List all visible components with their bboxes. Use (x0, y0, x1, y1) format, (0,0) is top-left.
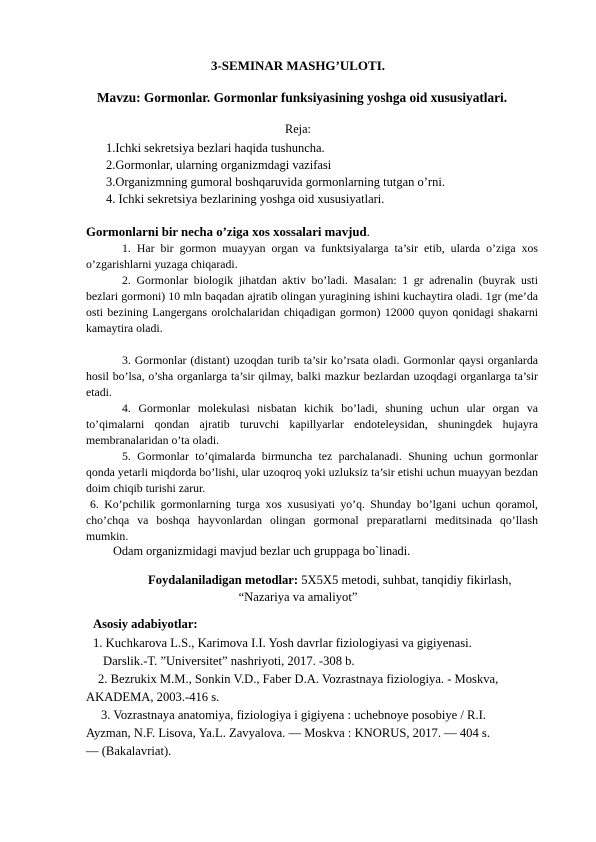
references-heading: Asosiy adabiyotlar: (93, 617, 198, 631)
reference-line: AKADEMA, 2003.-416 s. (86, 690, 220, 704)
section-heading (86, 225, 370, 240)
property-paragraph-2: 2. Gormonlar biologik jihatdan aktiv bo’ladi. Masalan: 1 gr adrenalin (buyrak usti bezlari gormoni) 10 mln baqadan ajratib olingan yuragining ishini kuchaytira oladi. 1gr (me’da osti bezining Langergans orolchalaridan chiqadigan gormon) 12000 quyon qonidagi shakarni kamaytira oladi. (86, 273, 538, 335)
plan-item: 2.Gormonlar, ularning organizmdagi vazifasi (106, 158, 332, 172)
reference-line: Darslik.-T. ”Universitet” nashriyoti, 2017. -308 b. (103, 654, 355, 668)
property-paragraph-3: 3. Gormonlar (distant) uzoqdan turib ta’sir ko’rsata oladi. Gormonlar qaysi organlarda hosil bo’lsa, o’sha organlarga ta’sir qilmay, balki mazkur bezlardan uzoqdagi organlarga ta’sir etadi. (86, 353, 538, 399)
plan-item: 4. Ichki sekretsiya bezlarining yoshga oid xususiyatlari. (106, 192, 385, 206)
methods-line (148, 573, 511, 588)
methods-line-2: “Nazariya va amaliyot” (238, 590, 358, 604)
property-paragraph-6: 6. Ko’pchilik gormonlarning turga xos xususiyati yo’q. Shunday bo’lgani uchun qoramol, cho’chqa va boshqa hayvonlardan olingan gormonal preparatlarni meditsinada qo’llash mumkin. (86, 497, 538, 543)
reference-line: — (Bakalavriat). (86, 744, 172, 758)
reference-line: 1. Kuchkarova L.S., Karimova I.I. Yosh davrlar fiziologiyasi va gigiyenasi. (93, 636, 472, 650)
closing-line: Odam organizmidagi mavjud bezlar uch gruppaga bo`linadi. (113, 544, 411, 558)
plan-heading: Reja: (285, 122, 311, 136)
property-paragraph-4: 4. Gormonlar molekulasi nisbatan kichik bo’ladi, shuning uchun ular organ va to’qimalarni qondan ajratib turuvchi kapillyarlar endoteleysidan, shuningdek hujayra membranalaridan o’ta oladi. (86, 401, 538, 447)
topic-line: Mavzu: Gormonlar. Gormonlar funksiyasining yoshga oid xususiyatlari. (97, 90, 508, 105)
property-paragraph-5: 5. Gormonlar to’qimalarda birmuncha tez parchalanadi. Shuning uchun gormonlar qonda yetarli miqdorda bo’lishi, ular uzoqroq yoki uzluksiz ta’sir etishi uchun muayyan bezdan doim chiqib turishi zarur. (86, 449, 538, 495)
section-heading-text: Gormonlarni bir necha o’ziga xos xossalari mavjud (86, 225, 367, 239)
methods-label: Foydalaniladigan metodlar: (148, 573, 299, 587)
plan-item: 1.Ichki sekretsiya bezlari haqida tushuncha. (106, 141, 325, 155)
reference-line: 2. Bezrukix M.M., Sonkin V.D., Faber D.A. Vozrastnaya fiziologiya. - Moskva, (98, 672, 499, 686)
reference-line: 3. Vozrastnaya anatomiya, fiziologiya i gigiyena : uchebnoye posobiye / R.I. (101, 708, 486, 722)
section-heading-period: . (366, 225, 370, 239)
methods-list: 5X5X5 metodi, suhbat, tanqidiy fikirlash, (298, 573, 512, 587)
reference-line: Ayzman, N.F. Lisova, Ya.L. Zavyalova. — Moskva : KNORUS, 2017. — 404 s. (86, 726, 490, 740)
page-title: 3-SEMINAR MASHG’ULOTI. (210, 58, 386, 73)
property-paragraph-1: 1. Har bir gormon muayyan organ va funktsiyalarga ta’sir etib, ularda o’ziga xos o’zgarishlarni yuzaga chiqaradi. (86, 241, 538, 271)
plan-item: 3.Organizmning gumoral boshqaruvida gormonlarning tutgan o’rni. (106, 175, 445, 189)
